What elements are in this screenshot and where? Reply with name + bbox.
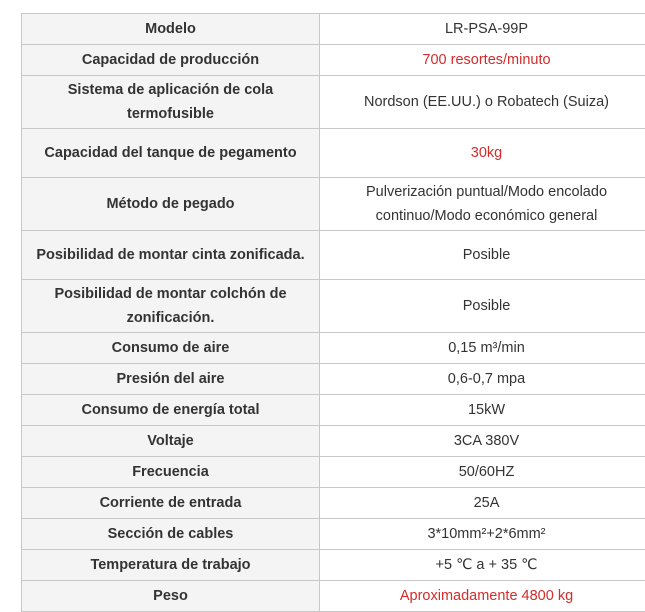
- spec-label: Sección de cables: [22, 519, 320, 550]
- spec-value: +5 ℃ a + 35 ℃: [320, 550, 645, 581]
- spec-value: Posible: [320, 280, 645, 333]
- table-row: [22, 488, 645, 519]
- table-row: [22, 14, 645, 45]
- table-row: [22, 550, 645, 581]
- table-row: [22, 231, 645, 280]
- table-row: [22, 426, 645, 457]
- specifications-table: [21, 13, 645, 612]
- spec-value: Nordson (EE.UU.) o Robatech (Suiza): [320, 76, 645, 129]
- spec-value: Posible: [320, 231, 645, 280]
- table-row: [22, 333, 645, 364]
- table-row: [22, 581, 645, 612]
- spec-label: Voltaje: [22, 426, 320, 457]
- spec-label: Peso: [22, 581, 320, 612]
- spec-label: Método de pegado: [22, 178, 320, 231]
- spec-value: Aproximadamente 4800 kg: [320, 581, 645, 612]
- table-row: [22, 280, 645, 333]
- table-row: [22, 457, 645, 488]
- spec-value: 30kg: [320, 129, 645, 178]
- table-row: [22, 178, 645, 231]
- table-row: [22, 364, 645, 395]
- spec-label: Posibilidad de montar colchón de zonificación.: [22, 280, 320, 333]
- spec-label: Frecuencia: [22, 457, 320, 488]
- spec-value: 50/60HZ: [320, 457, 645, 488]
- spec-label: Modelo: [22, 14, 320, 45]
- spec-label: Capacidad del tanque de pegamento: [22, 129, 320, 178]
- spec-value: Pulverización puntual/Modo encolado continuo/Modo económico general: [320, 178, 645, 231]
- table-row: [22, 395, 645, 426]
- table-row: [22, 129, 645, 178]
- table-row: [22, 76, 645, 129]
- spec-value: 25A: [320, 488, 645, 519]
- spec-value: 15kW: [320, 395, 645, 426]
- spec-value: LR-PSA-99P: [320, 14, 645, 45]
- spec-label: Sistema de aplicación de cola termofusible: [22, 76, 320, 129]
- spec-value: 3*10mm²+2*6mm²: [320, 519, 645, 550]
- spec-label: Temperatura de trabajo: [22, 550, 320, 581]
- table-row: [22, 519, 645, 550]
- spec-label: Corriente de entrada: [22, 488, 320, 519]
- spec-value: 0,15 m³/min: [320, 333, 645, 364]
- spec-value: 0,6-0,7 mpa: [320, 364, 645, 395]
- spec-label: Consumo de aire: [22, 333, 320, 364]
- spec-label: Capacidad de producción: [22, 45, 320, 76]
- spec-label: Consumo de energía total: [22, 395, 320, 426]
- spec-value: 3CA 380V: [320, 426, 645, 457]
- spec-label: Presión del aire: [22, 364, 320, 395]
- spec-value: 700 resortes/minuto: [320, 45, 645, 76]
- spec-label: Posibilidad de montar cinta zonificada.: [22, 231, 320, 280]
- table-row: [22, 45, 645, 76]
